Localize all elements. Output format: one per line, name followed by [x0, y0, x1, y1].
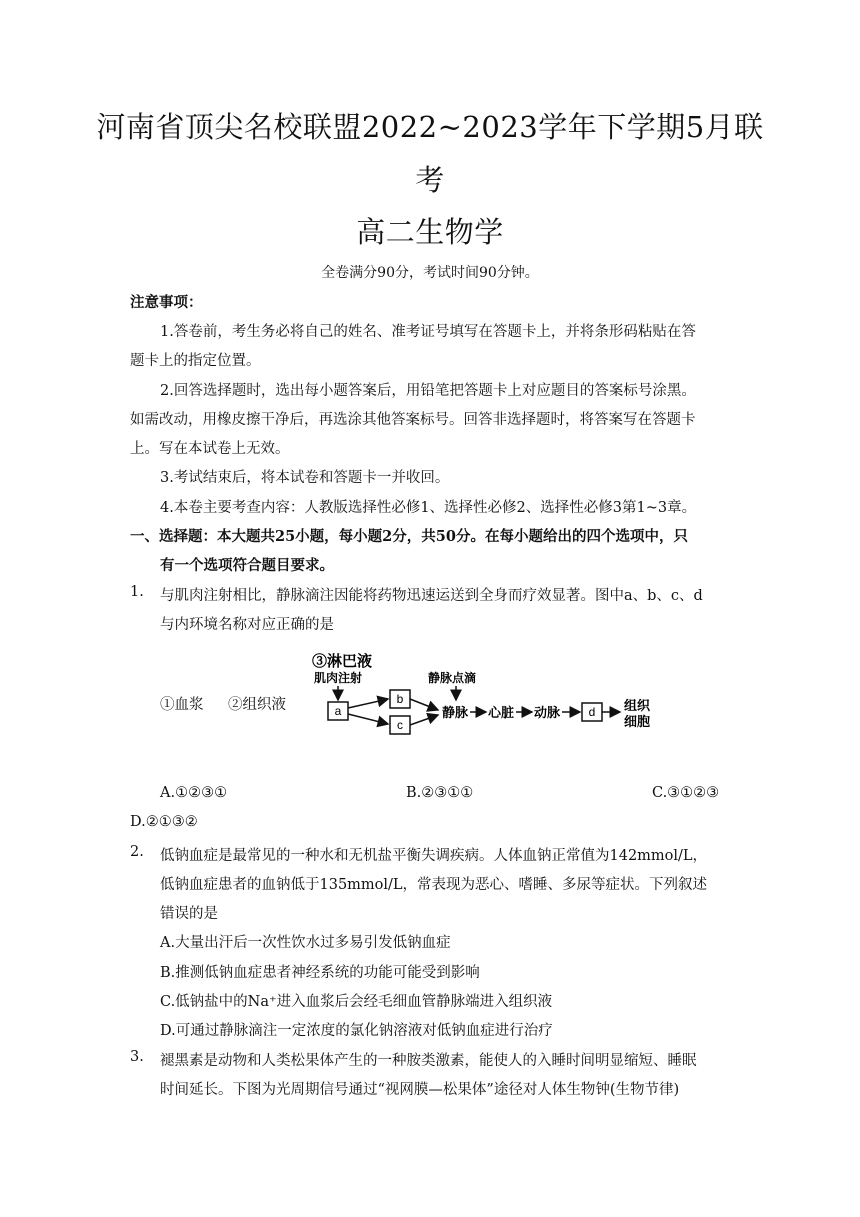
notice-line: 1.答卷前，考生务必将自己的姓名、准考证号填写在答题卡上，并将条形码粘贴在答 — [160, 324, 696, 340]
score-info: 全卷满分90分，考试时间90分钟。 — [321, 265, 539, 281]
box-d-label: d — [588, 705, 596, 719]
notice-heading: 注意事项： — [130, 294, 203, 311]
option-d: D.可通过静脉滴注一定浓度的氯化钠溶液对低钠血症进行治疗 — [160, 1023, 553, 1039]
section-heading: 有一个选项符合题目要求。 — [160, 557, 334, 574]
option-d: D.②①③② — [130, 814, 198, 830]
title-line-2: 考 — [415, 163, 445, 197]
question-number: 1. — [130, 584, 144, 600]
option-c: C.低钠盐中的Na⁺进入血浆后会经毛细血管静脉端进入组织液 — [160, 994, 553, 1010]
notice-line: 3.考试结束后，将本试卷和答题卡一并收回。 — [160, 470, 450, 486]
tissue-cells-label-2: 细胞 — [624, 714, 651, 729]
vein-label: 静脉 — [442, 705, 469, 720]
question-text: 低钠血症是最常见的一种水和无机盐平衡失调疾病。人体血钠正常值为142mmol/L， — [160, 848, 708, 864]
iv-drip-label: 静脉点滴 — [428, 671, 477, 685]
question-number: 2. — [130, 844, 144, 860]
box-c-label: c — [397, 718, 403, 732]
notice-line: 上。写在本试卷上无效。 — [130, 441, 290, 457]
question-number: 3. — [130, 1049, 144, 1065]
question-text: 褪黑素是动物和人类松果体产生的一种胺类激素，能使人的入睡时间明显缩短、睡眠 — [160, 1053, 697, 1069]
option-b: B.②③①① — [406, 785, 474, 801]
notice-line: 2.回答选择题时，选出每小题答案后，用铅笔把答题卡上对应题目的答案标号涂黑。 — [160, 383, 696, 399]
box-b-label: b — [396, 692, 404, 706]
option-c: C.③①②③ — [652, 785, 720, 801]
notice-line: 题卡上的指定位置。 — [130, 353, 261, 369]
option-a: A.大量出汗后一次性饮水过多易引发低钠血症 — [160, 935, 451, 951]
question-text: 时间延长。下图为光周期信号通过“视网膜—松果体”途径对人体生物钟(生物节律) — [160, 1082, 680, 1098]
notice-line: 4.本卷主要考查内容：人教版选择性必修1、选择性必修2、选择性必修3第1~3章。 — [160, 500, 697, 516]
subject-title: 高二生物学 — [356, 215, 504, 249]
section-heading: 一、选择题：本大题共25小题，每小题2分，共50分。在每小题给出的四个选项中，只 — [130, 528, 688, 545]
title-line-1: 河南省顶尖名校联盟2022~2023学年下学期5月联 — [96, 110, 764, 144]
question-text: 与内环境名称对应正确的是 — [160, 617, 334, 633]
question-text: 与肌肉注射相比，静脉滴注因能将药物迅速运送到全身而疗效显著。图中a、b、c、d — [160, 588, 703, 604]
label-plasma: ①血浆 — [160, 697, 204, 713]
label-tissue-fluid: ②组织液 — [228, 697, 286, 713]
label-lymph: ③淋巴液 — [312, 653, 373, 670]
notice-line: 如需改动，用橡皮擦干净后，再选涂其他答案标号。回答非选择题时，将答案写在答题卡 — [130, 412, 696, 428]
artery-label: 动脉 — [534, 705, 561, 720]
question-text: 低钠血症患者的血钠低于135mmol/L，常表现为恶心、嗜睡、多尿等症状。下列叙述 — [160, 877, 708, 893]
muscle-injection-label: 肌肉注射 — [314, 671, 363, 685]
question-text: 错误的是 — [160, 906, 218, 922]
box-a-label: a — [334, 704, 342, 718]
tissue-cells-label-1: 组织 — [624, 698, 651, 713]
circulation-diagram — [300, 648, 660, 748]
heart-label: 心脏 — [488, 705, 515, 720]
option-b: B.推测低钠血症患者神经系统的功能可能受到影响 — [160, 965, 480, 981]
option-a: A.①②③① — [160, 785, 228, 801]
